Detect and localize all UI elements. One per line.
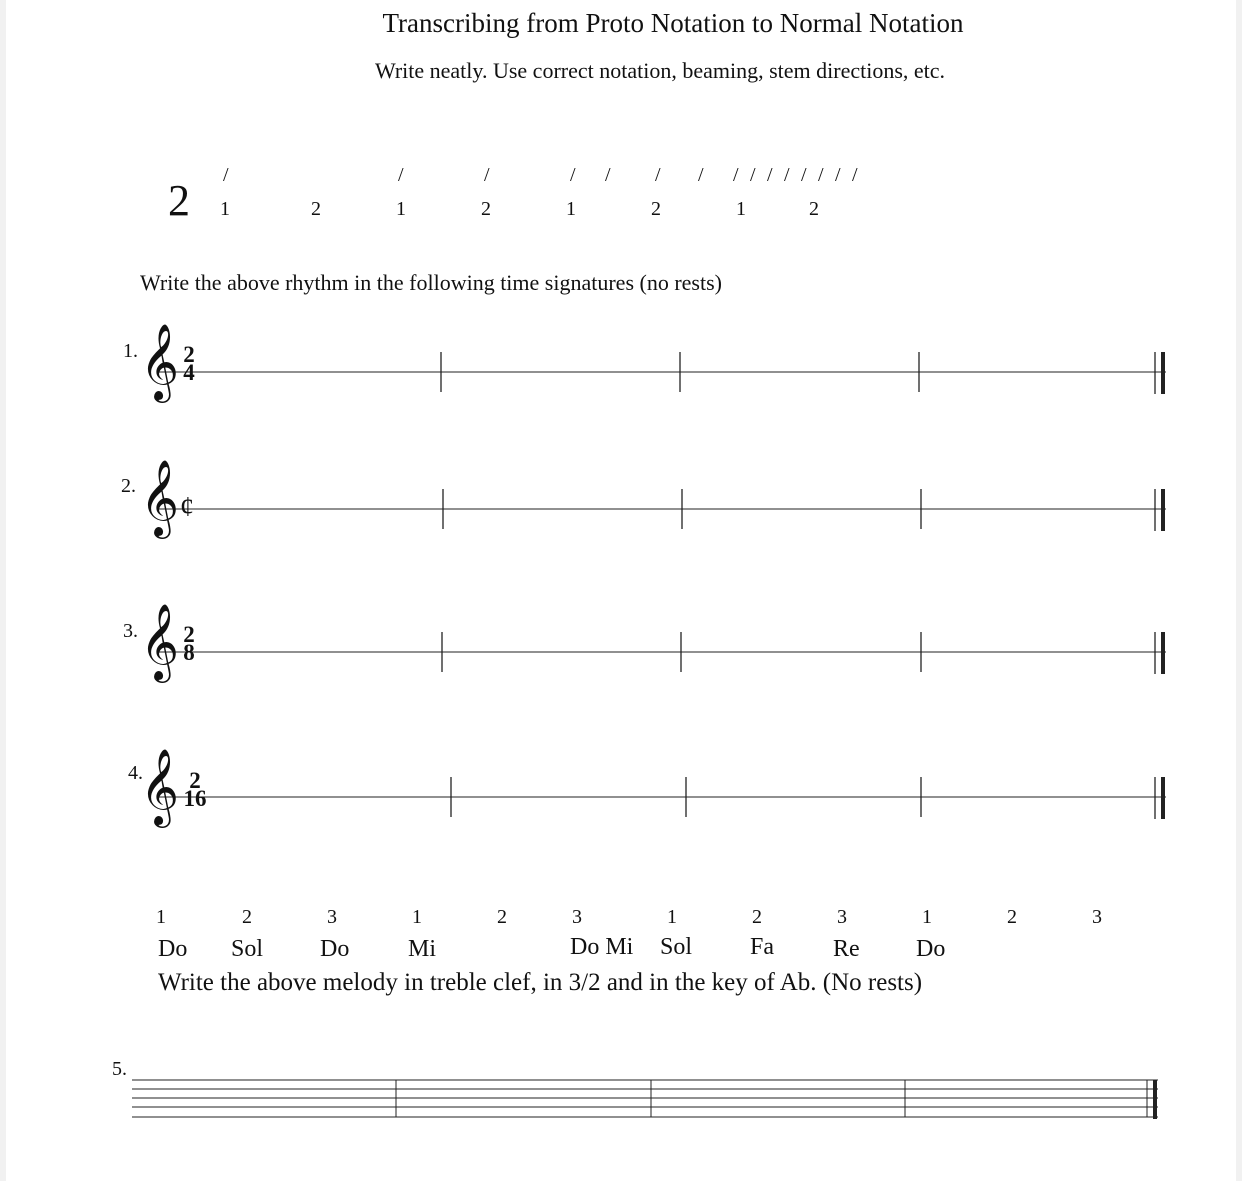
proto-beat: 1 — [396, 198, 406, 220]
proto-beat: 1 — [220, 198, 230, 220]
proto-beat: 1 — [566, 198, 576, 220]
proto-slash: / — [570, 164, 576, 186]
treble-clef-icon: 𝄞 — [140, 462, 180, 535]
melody-count: 3 — [1092, 906, 1102, 928]
time-signature-cut-common: ¢ — [180, 492, 194, 523]
proto-beat: 2 — [651, 198, 661, 220]
proto-beat: 2 — [809, 198, 819, 220]
proto-beat: 2 — [311, 198, 321, 220]
time-sig-top: 2 — [183, 342, 195, 367]
exercise-1-staff[interactable] — [158, 352, 1166, 394]
exercise-5-staff[interactable] — [132, 1080, 1158, 1119]
proto-slash: / — [852, 164, 858, 186]
exercise-number: 5. — [112, 1058, 127, 1080]
solfege: Fa — [750, 934, 774, 960]
time-sig-bottom: 4 — [183, 360, 195, 385]
solfege: Sol — [660, 934, 693, 960]
exercise-number: 2. — [121, 475, 136, 497]
proto-slash: / — [767, 164, 773, 186]
rhythm-instruction: Write the above rhythm in the following time signatures (no rests) — [140, 270, 722, 295]
proto-slash: / — [733, 164, 739, 186]
melody-count: 1 — [667, 906, 677, 928]
solfege: Sol — [231, 936, 264, 962]
proto-slash: / — [750, 164, 756, 186]
melody-count: 3 — [837, 906, 847, 928]
melody-count: 2 — [1007, 906, 1017, 928]
proto-slash: / — [605, 164, 611, 186]
proto-meter: 2 — [168, 176, 190, 225]
proto-beat: 2 — [481, 198, 491, 220]
solfege: Do — [916, 936, 946, 962]
time-sig-top: 2 — [183, 622, 195, 647]
melody-count: 3 — [572, 906, 582, 928]
solfege: Mi — [408, 936, 437, 962]
treble-clef-icon: 𝄞 — [140, 751, 180, 824]
proto-beat: 1 — [736, 198, 746, 220]
melody-instruction: Write the above melody in treble clef, in 3/2 and in the key of Ab. (No rests) — [158, 969, 923, 996]
melody-count: 2 — [242, 906, 252, 928]
melody-count: 1 — [412, 906, 422, 928]
exercise-number: 4. — [128, 762, 143, 784]
exercise-number: 1. — [123, 340, 138, 362]
melody-count: 2 — [497, 906, 507, 928]
time-sig-bottom: 16 — [183, 786, 207, 811]
proto-slash: / — [698, 164, 704, 186]
time-sig-top: 2 — [189, 768, 201, 793]
proto-slash: / — [818, 164, 824, 186]
page-title: Transcribing from Proto Notation to Normal Notation — [382, 8, 964, 38]
proto-slash: / — [784, 164, 790, 186]
exercise-2-staff[interactable] — [158, 489, 1166, 531]
melody-count: 3 — [327, 906, 337, 928]
proto-slash: / — [398, 164, 404, 186]
proto-slash: / — [835, 164, 841, 186]
time-signature-2-4 — [180, 342, 198, 385]
proto-slash: / — [484, 164, 490, 186]
time-signature-2-8 — [180, 622, 198, 665]
solfege: Re — [833, 936, 860, 962]
solfege: Do — [158, 936, 188, 962]
page-subtitle: Write neatly. Use correct notation, beaming, stem directions, etc. — [374, 58, 946, 83]
proto-slash: / — [655, 164, 661, 186]
melody-count: 1 — [922, 906, 932, 928]
melody-count: 2 — [752, 906, 762, 928]
exercise-number: 3. — [123, 620, 138, 642]
treble-clef-icon: 𝄞 — [140, 326, 180, 399]
time-sig-bottom: 8 — [183, 640, 195, 665]
proto-slash: / — [223, 164, 229, 186]
time-signature-2-16 — [180, 768, 210, 811]
solfege: Do — [320, 936, 350, 962]
solfege: Do Mi — [570, 934, 634, 960]
melody-count: 1 — [156, 906, 166, 928]
proto-slash: / — [801, 164, 807, 186]
exercise-3-staff[interactable] — [158, 632, 1166, 674]
treble-clef-icon: 𝄞 — [140, 606, 180, 679]
exercise-4-staff[interactable] — [158, 777, 1166, 819]
